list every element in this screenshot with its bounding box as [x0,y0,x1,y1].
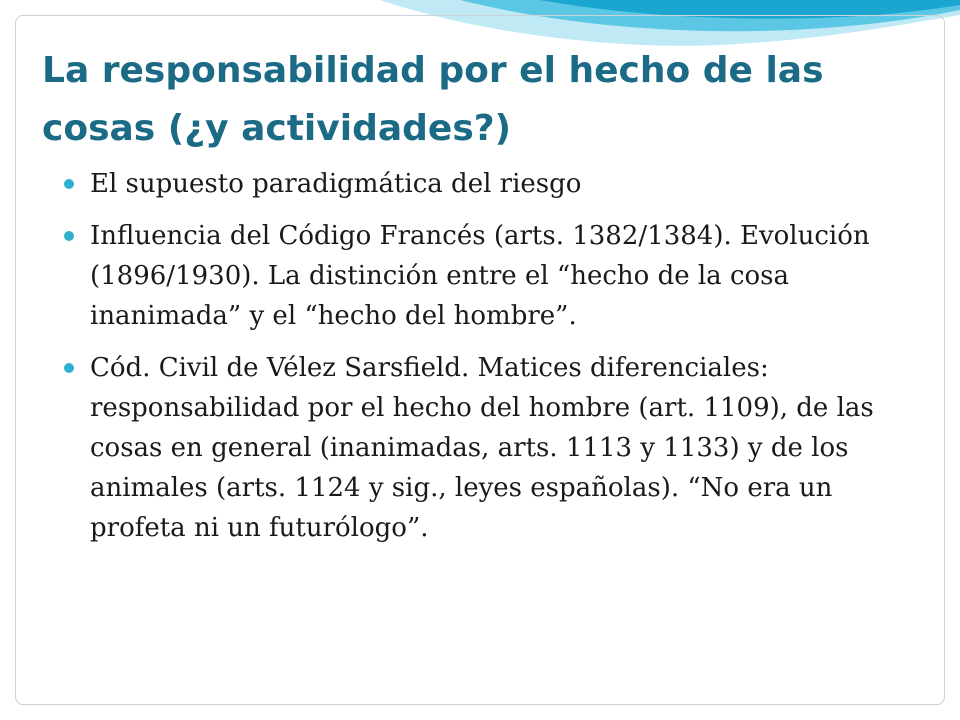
bullet-item [58,348,918,548]
bullet-text: El supuesto paradigmática del riesgo [90,169,582,199]
bullet-dot-icon [64,363,74,373]
bullet-item [58,164,918,204]
bullet-list [58,164,918,560]
bullet-dot-icon [64,231,74,241]
bullet-item [58,216,918,336]
bullet-dot-icon [64,179,74,189]
bullet-text: Influencia del Código Francés (arts. 1382/1384). Evolución (1896/1930). La distinción entre el “hecho de la cosa inanimada” y el “hecho del hombre”. [90,221,870,331]
slide-title: La responsabilidad por el hecho de las cosas (¿y actividades?) [42,50,824,149]
bullet-text: Cód. Civil de Vélez Sarsfield. Matices diferenciales: responsabilidad por el hecho del hombre (art. 1109), de las cosas en general (inanimadas, arts. 1113 y 1133) y de los animales (arts. 1124 y sig., leyes españolas). “No era un profeta ni un futurólogo”. [90,353,874,543]
